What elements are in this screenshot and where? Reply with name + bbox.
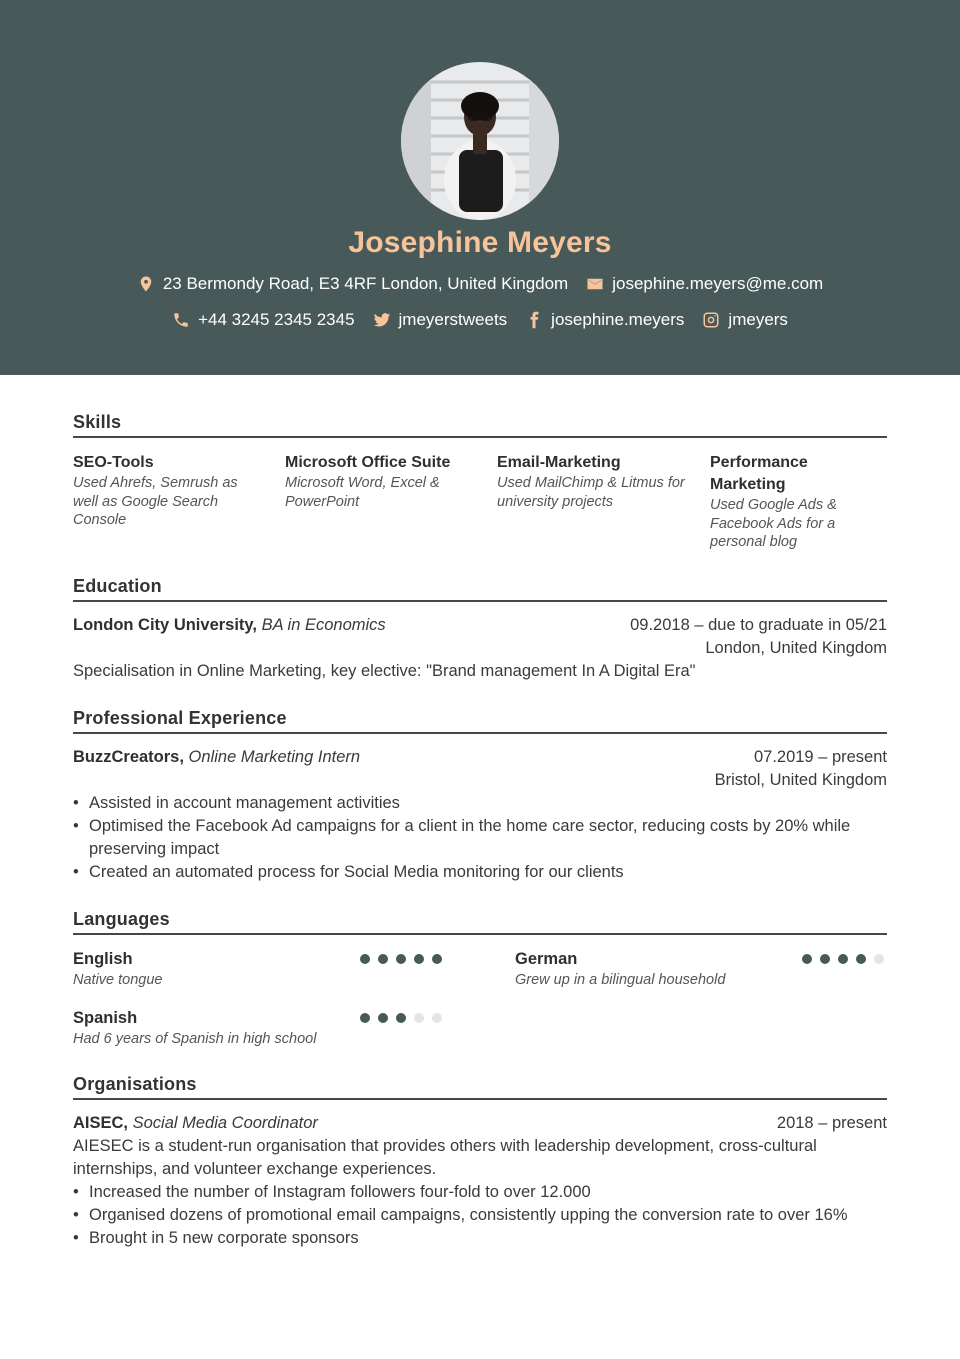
level-dot-filled	[802, 954, 812, 964]
list-item: • Increased the number of Instagram followers four-fold to over 12.000	[73, 1181, 887, 1204]
skill-description: Used Ahrefs, Semrush as well as Google Search Console	[73, 475, 238, 528]
list-item: • Brought in 5 new corporate sponsors	[73, 1227, 887, 1250]
list-item: • Optimised the Facebook Ad campaigns for a client in the home care sector, reducing costs by 20% while preserving impact	[73, 815, 887, 861]
company-name: BuzzCreators,	[73, 748, 184, 766]
list-item: • Organised dozens of promotional email campaigns, consistently upping the conversion rate to over 16%	[73, 1204, 887, 1227]
level-dot-filled	[378, 954, 388, 964]
phone-icon	[172, 311, 190, 329]
twitter-text: jmeyerstweets	[398, 310, 508, 329]
organisation-description: AIESEC is a student-run organisation that provides others with leadership development, cross-cultural internships, and volunteer exchange experiences.	[73, 1137, 817, 1178]
level-dot-filled	[856, 954, 866, 964]
language-level-dots	[802, 954, 884, 964]
facebook-icon	[525, 311, 543, 329]
contact-instagram[interactable]	[702, 310, 788, 330]
school-name: London City University,	[73, 616, 257, 634]
skill-item	[710, 452, 860, 552]
skill-title: Microsoft Office Suite	[285, 454, 451, 471]
contact-email[interactable]	[586, 274, 823, 294]
skill-item	[285, 452, 475, 511]
level-dot-empty	[432, 1013, 442, 1023]
header-banner	[0, 0, 960, 375]
experience-bullets	[73, 792, 887, 884]
twitter-icon	[373, 311, 391, 329]
candidate-name: Josephine Meyers	[348, 226, 612, 259]
language-name: English	[73, 950, 133, 968]
skill-title: SEO-Tools	[73, 454, 154, 471]
profile-photo	[401, 62, 559, 220]
level-dot-filled	[360, 1013, 370, 1023]
level-dot-filled	[360, 954, 370, 964]
skill-title: Email-Marketing	[497, 454, 621, 471]
level-dot-filled	[820, 954, 830, 964]
experience-location: Bristol, United Kingdom	[714, 771, 887, 789]
language-description: Had 6 years of Spanish in high school	[73, 1031, 317, 1047]
education-dates: 09.2018 – due to graduate in 05/21	[630, 616, 887, 634]
skill-description: Used MailChimp & Litmus for university projects	[497, 475, 685, 510]
list-item: • Assisted in account management activities	[73, 792, 887, 815]
level-dot-filled	[378, 1013, 388, 1023]
facebook-text: josephine.meyers	[551, 310, 685, 329]
language-level-dots	[360, 1013, 442, 1023]
skill-description: Used Google Ads & Facebook Ads for a personal blog	[710, 497, 837, 550]
phone-text: +44 3245 2345 2345	[198, 310, 355, 329]
portrait-image	[401, 62, 559, 220]
instagram-icon	[702, 311, 720, 329]
address-text: 23 Bermondy Road, E3 4RF London, United Kingdom	[162, 274, 569, 293]
skill-item	[497, 452, 687, 511]
contact-facebook[interactable]	[525, 310, 684, 330]
language-description: Native tongue	[73, 972, 163, 988]
location-pin-icon	[137, 275, 155, 293]
section-title-skills: Skills	[73, 412, 887, 438]
list-item: • Created an automated process for Social Media monitoring for our clients	[73, 861, 887, 884]
organisation-role: Social Media Coordinator	[132, 1114, 318, 1132]
language-name: German	[515, 950, 578, 968]
experience-dates: 07.2019 – present	[753, 748, 887, 766]
skill-item	[73, 452, 263, 530]
organisation-name: AISEC,	[73, 1114, 129, 1132]
email-text: josephine.meyers@me.com	[612, 274, 824, 293]
contact-phone[interactable]	[172, 310, 354, 330]
contact-twitter[interactable]	[373, 310, 508, 330]
level-dot-filled	[838, 954, 848, 964]
organisation-entry-heading	[73, 1112, 887, 1135]
skill-description: Microsoft Word, Excel & PowerPoint	[285, 475, 440, 510]
section-title-languages: Languages	[73, 909, 887, 935]
education-location: London, United Kingdom	[705, 639, 887, 657]
language-name: Spanish	[73, 1009, 138, 1027]
contact-row-primary	[0, 274, 960, 294]
skill-title: Performance Marketing	[710, 454, 808, 493]
level-dot-filled	[414, 954, 424, 964]
education-note: Specialisation in Online Marketing, key elective: "Brand management In A Digital Era"	[73, 662, 696, 680]
instagram-text: jmeyers	[728, 310, 788, 329]
language-level-dots	[360, 954, 442, 964]
section-title-experience: Professional Experience	[73, 708, 887, 734]
language-description: Grew up in a bilingual household	[515, 972, 726, 988]
contact-row-secondary	[0, 310, 960, 330]
level-dot-filled	[396, 1013, 406, 1023]
organisation-bullets	[73, 1181, 887, 1250]
level-dot-empty	[874, 954, 884, 964]
level-dot-empty	[414, 1013, 424, 1023]
organisation-dates: 2018 – present	[776, 1114, 887, 1132]
section-title-organisations: Organisations	[73, 1074, 887, 1100]
envelope-icon	[586, 275, 604, 293]
degree-name: BA in Economics	[261, 616, 386, 634]
level-dot-filled	[396, 954, 406, 964]
level-dot-filled	[432, 954, 442, 964]
job-role: Online Marketing Intern	[188, 748, 361, 766]
section-title-education: Education	[73, 576, 887, 602]
contact-address	[137, 274, 568, 294]
